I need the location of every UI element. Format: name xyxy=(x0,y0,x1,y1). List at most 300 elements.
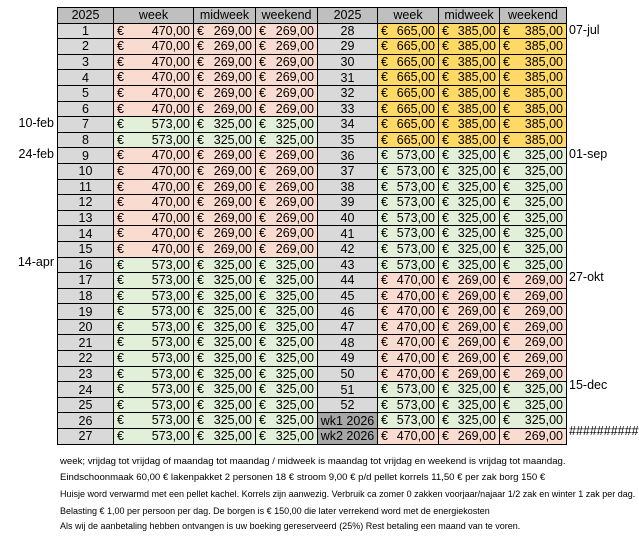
currency-symbol: € xyxy=(117,366,124,381)
week-number-left: 22 xyxy=(58,351,114,367)
midweek-price-left xyxy=(194,210,256,226)
currency-symbol: € xyxy=(117,54,124,69)
currency-symbol: € xyxy=(381,319,388,334)
price-amount: 269,00 xyxy=(213,226,252,241)
price-amount: 325,00 xyxy=(213,288,252,303)
midweek-price-left xyxy=(194,273,256,289)
price-amount: 269,00 xyxy=(275,179,314,194)
price-amount: 325,00 xyxy=(275,397,314,412)
weekend-price-left xyxy=(256,54,318,70)
table-row xyxy=(58,288,567,304)
table-row xyxy=(58,273,567,289)
price-amount: 269,00 xyxy=(524,288,563,303)
header-week-right: week xyxy=(378,8,439,24)
week-number-left: 12 xyxy=(58,195,114,211)
week-price-right xyxy=(378,382,439,398)
price-amount: 269,00 xyxy=(457,273,496,288)
currency-symbol: € xyxy=(197,132,204,147)
week-number-left: 8 xyxy=(58,132,114,148)
currency-symbol: € xyxy=(259,117,266,132)
week-price-left xyxy=(114,54,194,70)
week-number-right: 46 xyxy=(318,304,378,320)
price-amount: 325,00 xyxy=(275,117,314,132)
week-price-right xyxy=(378,163,439,179)
currency-symbol: € xyxy=(259,273,266,288)
week-number-left: 10 xyxy=(58,163,114,179)
price-amount: 573,00 xyxy=(151,335,190,350)
currency-symbol: € xyxy=(381,148,388,163)
currency-symbol: € xyxy=(117,273,124,288)
price-amount: 269,00 xyxy=(213,148,252,163)
week-number-right: 38 xyxy=(318,179,378,195)
price-amount: 325,00 xyxy=(457,241,496,256)
price-amount: 325,00 xyxy=(524,195,563,210)
currency-symbol: € xyxy=(503,70,510,85)
price-amount: 325,00 xyxy=(457,163,496,178)
price-amount: 269,00 xyxy=(457,288,496,303)
currency-symbol: € xyxy=(381,351,388,366)
currency-symbol: € xyxy=(442,319,449,334)
week-number-right: 28 xyxy=(318,23,378,39)
weekend-price-right xyxy=(500,288,567,304)
week-number-left: 15 xyxy=(58,241,114,257)
currency-symbol: € xyxy=(503,179,510,194)
week-price-left xyxy=(114,241,194,257)
header-week-left: week xyxy=(114,8,194,24)
week-price-left xyxy=(114,85,194,101)
currency-symbol: € xyxy=(381,366,388,381)
price-amount: 573,00 xyxy=(151,132,190,147)
currency-symbol: € xyxy=(197,85,204,100)
price-amount: 269,00 xyxy=(213,210,252,225)
price-amount: 269,00 xyxy=(524,304,563,319)
table-row xyxy=(58,163,567,179)
weekend-price-left xyxy=(256,351,318,367)
price-amount: 470,00 xyxy=(151,85,190,100)
currency-symbol: € xyxy=(197,241,204,256)
price-amount: 269,00 xyxy=(275,195,314,210)
price-amount: 573,00 xyxy=(396,241,435,256)
price-amount: 470,00 xyxy=(151,241,190,256)
currency-symbol: € xyxy=(381,54,388,69)
price-amount: 385,00 xyxy=(457,54,496,69)
price-amount: 573,00 xyxy=(151,273,190,288)
currency-symbol: € xyxy=(503,273,510,288)
currency-symbol: € xyxy=(197,23,204,38)
currency-symbol: € xyxy=(259,226,266,241)
price-amount: 325,00 xyxy=(457,148,496,163)
currency-symbol: € xyxy=(197,319,204,334)
week-price-right xyxy=(378,351,439,367)
price-amount: 269,00 xyxy=(275,54,314,69)
currency-symbol: € xyxy=(117,101,124,116)
midweek-price-left xyxy=(194,429,256,445)
price-amount: 325,00 xyxy=(457,179,496,194)
table-row xyxy=(58,257,567,273)
table-row xyxy=(58,179,567,195)
week-price-left xyxy=(114,148,194,164)
weekend-price-right xyxy=(500,382,567,398)
price-amount: 269,00 xyxy=(275,70,314,85)
currency-symbol: € xyxy=(381,241,388,256)
price-amount: 470,00 xyxy=(151,70,190,85)
midweek-price-left xyxy=(194,179,256,195)
week-price-left xyxy=(114,226,194,242)
price-amount: 665,00 xyxy=(396,70,435,85)
price-amount: 325,00 xyxy=(524,382,563,397)
price-amount: 325,00 xyxy=(457,413,496,428)
currency-symbol: € xyxy=(503,39,510,54)
weekend-price-right xyxy=(500,132,567,148)
currency-symbol: € xyxy=(503,288,510,303)
week-price-left xyxy=(114,257,194,273)
week-price-right xyxy=(378,132,439,148)
currency-symbol: € xyxy=(197,382,204,397)
header-weekend-left: weekend xyxy=(256,8,318,24)
price-amount: 385,00 xyxy=(524,101,563,116)
currency-symbol: € xyxy=(259,70,266,85)
price-amount: 573,00 xyxy=(396,210,435,225)
midweek-price-right xyxy=(439,273,500,289)
price-amount: 269,00 xyxy=(275,210,314,225)
price-amount: 325,00 xyxy=(524,179,563,194)
midweek-price-right xyxy=(439,413,500,429)
price-amount: 269,00 xyxy=(213,39,252,54)
price-amount: 269,00 xyxy=(213,54,252,69)
week-number-left: 25 xyxy=(58,397,114,413)
currency-symbol: € xyxy=(197,226,204,241)
currency-symbol: € xyxy=(117,39,124,54)
week-number-right: 33 xyxy=(318,101,378,117)
currency-symbol: € xyxy=(259,195,266,210)
table-row xyxy=(58,210,567,226)
table-row xyxy=(58,39,567,55)
price-amount: 325,00 xyxy=(213,429,252,444)
price-amount: 470,00 xyxy=(151,226,190,241)
currency-symbol: € xyxy=(503,23,510,38)
week-number-right: 50 xyxy=(318,366,378,382)
currency-symbol: € xyxy=(503,148,510,163)
week-price-right xyxy=(378,23,439,39)
week-price-right xyxy=(378,429,439,445)
week-number-left: 4 xyxy=(58,70,114,86)
price-amount: 573,00 xyxy=(396,148,435,163)
weekend-price-left xyxy=(256,70,318,86)
currency-symbol: € xyxy=(442,54,449,69)
table-row xyxy=(58,226,567,242)
week-price-left xyxy=(114,413,194,429)
note-tax-deposit: Belasting € 1,00 per persoon per dag. De borgen is € 150,00 die later verrekend word met de energiekosten xyxy=(60,506,490,516)
currency-symbol: € xyxy=(442,163,449,178)
weekend-price-right xyxy=(500,397,567,413)
currency-symbol: € xyxy=(197,366,204,381)
weekend-price-left xyxy=(256,23,318,39)
currency-symbol: € xyxy=(117,429,124,444)
currency-symbol: € xyxy=(197,397,204,412)
midweek-price-left xyxy=(194,366,256,382)
currency-symbol: € xyxy=(503,335,510,350)
currency-symbol: € xyxy=(442,70,449,85)
currency-symbol: € xyxy=(197,39,204,54)
price-amount: 470,00 xyxy=(396,366,435,381)
week-number-right: 40 xyxy=(318,210,378,226)
price-amount: 470,00 xyxy=(151,39,190,54)
price-amount: 470,00 xyxy=(396,319,435,334)
price-amount: 573,00 xyxy=(151,304,190,319)
week-price-left xyxy=(114,39,194,55)
week-number-left: 9 xyxy=(58,148,114,164)
week-price-right xyxy=(378,257,439,273)
price-amount: 573,00 xyxy=(151,397,190,412)
price-amount: 269,00 xyxy=(275,163,314,178)
price-amount: 573,00 xyxy=(151,382,190,397)
week-price-right xyxy=(378,413,439,429)
price-amount: 385,00 xyxy=(457,70,496,85)
price-amount: 269,00 xyxy=(275,148,314,163)
currency-symbol: € xyxy=(259,257,266,272)
currency-symbol: € xyxy=(259,366,266,381)
week-number-right: 51 xyxy=(318,382,378,398)
week-number-left: 14 xyxy=(58,226,114,242)
weekend-price-right xyxy=(500,23,567,39)
midweek-price-left xyxy=(194,85,256,101)
price-amount: 665,00 xyxy=(396,85,435,100)
week-number-right: 31 xyxy=(318,70,378,86)
currency-symbol: € xyxy=(117,226,124,241)
week-price-left xyxy=(114,397,194,413)
week-number-left: 5 xyxy=(58,85,114,101)
midweek-price-right xyxy=(439,304,500,320)
week-price-right xyxy=(378,179,439,195)
table-row xyxy=(58,335,567,351)
week-price-left xyxy=(114,304,194,320)
price-amount: 269,00 xyxy=(524,366,563,381)
midweek-price-left xyxy=(194,304,256,320)
currency-symbol: € xyxy=(442,226,449,241)
price-amount: 470,00 xyxy=(151,23,190,38)
weekend-price-left xyxy=(256,257,318,273)
price-amount: 325,00 xyxy=(213,273,252,288)
price-amount: 325,00 xyxy=(275,351,314,366)
weekend-price-left xyxy=(256,148,318,164)
week-number-left: 1 xyxy=(58,23,114,39)
table-row xyxy=(58,70,567,86)
currency-symbol: € xyxy=(259,319,266,334)
currency-symbol: € xyxy=(381,210,388,225)
currency-symbol: € xyxy=(197,257,204,272)
week-price-left xyxy=(114,351,194,367)
currency-symbol: € xyxy=(117,210,124,225)
table-row xyxy=(58,351,567,367)
currency-symbol: € xyxy=(503,117,510,132)
midweek-price-right xyxy=(439,179,500,195)
currency-symbol: € xyxy=(442,195,449,210)
week-price-right xyxy=(378,319,439,335)
price-amount: 573,00 xyxy=(396,163,435,178)
price-amount: 325,00 xyxy=(213,304,252,319)
price-amount: 325,00 xyxy=(457,210,496,225)
price-amount: 385,00 xyxy=(524,132,563,147)
weekend-price-right xyxy=(500,101,567,117)
weekend-price-left xyxy=(256,335,318,351)
currency-symbol: € xyxy=(117,195,124,210)
midweek-price-right xyxy=(439,85,500,101)
price-amount: 325,00 xyxy=(213,382,252,397)
weekend-price-right xyxy=(500,351,567,367)
week-price-right xyxy=(378,195,439,211)
midweek-price-left xyxy=(194,39,256,55)
currency-symbol: € xyxy=(259,210,266,225)
currency-symbol: € xyxy=(503,210,510,225)
week-price-right xyxy=(378,366,439,382)
currency-symbol: € xyxy=(117,148,124,163)
currency-symbol: € xyxy=(117,319,124,334)
price-amount: 325,00 xyxy=(524,148,563,163)
week-number-right: 52 xyxy=(318,397,378,413)
currency-symbol: € xyxy=(117,397,124,412)
weekend-price-right xyxy=(500,226,567,242)
midweek-price-right xyxy=(439,335,500,351)
week-number-left: 18 xyxy=(58,288,114,304)
week-number-left: 27 xyxy=(58,429,114,445)
currency-symbol: € xyxy=(259,179,266,194)
currency-symbol: € xyxy=(259,241,266,256)
currency-symbol: € xyxy=(442,39,449,54)
price-amount: 470,00 xyxy=(396,288,435,303)
midweek-price-right xyxy=(439,54,500,70)
date-label-left: 14-apr xyxy=(17,254,54,269)
table-row xyxy=(58,117,567,133)
currency-symbol: € xyxy=(442,257,449,272)
week-price-left xyxy=(114,179,194,195)
price-amount: 573,00 xyxy=(396,397,435,412)
currency-symbol: € xyxy=(259,429,266,444)
currency-symbol: € xyxy=(117,413,124,428)
midweek-price-right xyxy=(439,195,500,211)
week-price-left xyxy=(114,429,194,445)
currency-symbol: € xyxy=(503,101,510,116)
midweek-price-right xyxy=(439,148,500,164)
week-number-right: 39 xyxy=(318,195,378,211)
midweek-price-left xyxy=(194,195,256,211)
currency-symbol: € xyxy=(197,54,204,69)
price-amount: 573,00 xyxy=(396,257,435,272)
note-booking-terms: week; vrijdag tot vrijdag of maandag tot maandag / midweek is maandag tot vrijdag en weekend is vrijdag tot maandag. xyxy=(60,456,566,467)
price-table xyxy=(57,7,567,445)
week-number-left: 6 xyxy=(58,101,114,117)
weekend-price-left xyxy=(256,273,318,289)
week-number-left: 11 xyxy=(58,179,114,195)
price-amount: 325,00 xyxy=(213,351,252,366)
currency-symbol: € xyxy=(197,351,204,366)
currency-symbol: € xyxy=(259,54,266,69)
midweek-price-right xyxy=(439,226,500,242)
weekend-price-left xyxy=(256,382,318,398)
note-heating: Huisje word verwarmd met een pellet kachel. Korrels zijn aanwezig. Verbruik ca zomer 0 zakken voorjaar/najaar 1/2 zak en winter 1 zak per dag. xyxy=(60,489,636,499)
midweek-price-right xyxy=(439,288,500,304)
currency-symbol: € xyxy=(381,132,388,147)
price-amount: 665,00 xyxy=(396,54,435,69)
midweek-price-left xyxy=(194,23,256,39)
week-price-left xyxy=(114,319,194,335)
week-price-left xyxy=(114,273,194,289)
price-amount: 470,00 xyxy=(396,351,435,366)
price-amount: 385,00 xyxy=(524,85,563,100)
midweek-price-right xyxy=(439,429,500,445)
currency-symbol: € xyxy=(259,335,266,350)
price-amount: 385,00 xyxy=(524,23,563,38)
weekend-price-left xyxy=(256,288,318,304)
price-amount: 573,00 xyxy=(151,351,190,366)
week-price-right xyxy=(378,335,439,351)
price-amount: 573,00 xyxy=(396,382,435,397)
price-amount: 269,00 xyxy=(213,101,252,116)
price-amount: 325,00 xyxy=(213,413,252,428)
midweek-price-left xyxy=(194,226,256,242)
weekend-price-left xyxy=(256,101,318,117)
currency-symbol: € xyxy=(117,335,124,350)
table-row xyxy=(58,382,567,398)
midweek-price-right xyxy=(439,382,500,398)
currency-symbol: € xyxy=(117,382,124,397)
price-amount: 269,00 xyxy=(275,39,314,54)
currency-symbol: € xyxy=(442,413,449,428)
table-row xyxy=(58,54,567,70)
week-price-right xyxy=(378,39,439,55)
date-label-right: 27-okt xyxy=(569,270,604,285)
midweek-price-left xyxy=(194,241,256,257)
currency-symbol: € xyxy=(197,101,204,116)
midweek-price-right xyxy=(439,257,500,273)
currency-symbol: € xyxy=(381,429,388,444)
price-amount: 325,00 xyxy=(524,241,563,256)
currency-symbol: € xyxy=(259,163,266,178)
price-amount: 325,00 xyxy=(213,335,252,350)
price-amount: 269,00 xyxy=(524,351,563,366)
currency-symbol: € xyxy=(503,366,510,381)
price-amount: 573,00 xyxy=(151,117,190,132)
table-row xyxy=(58,413,567,429)
currency-symbol: € xyxy=(503,351,510,366)
header-year-left: 2025 xyxy=(58,8,114,24)
midweek-price-right xyxy=(439,397,500,413)
weekend-price-right xyxy=(500,39,567,55)
weekend-price-right xyxy=(500,148,567,164)
table-row xyxy=(58,429,567,445)
midweek-price-right xyxy=(439,241,500,257)
price-amount: 325,00 xyxy=(275,257,314,272)
currency-symbol: € xyxy=(117,163,124,178)
currency-symbol: € xyxy=(381,70,388,85)
price-amount: 269,00 xyxy=(457,304,496,319)
currency-symbol: € xyxy=(442,132,449,147)
table-row xyxy=(58,195,567,211)
midweek-price-left xyxy=(194,288,256,304)
price-amount: 325,00 xyxy=(524,226,563,241)
price-amount: 325,00 xyxy=(275,366,314,381)
price-amount: 325,00 xyxy=(213,117,252,132)
currency-symbol: € xyxy=(381,397,388,412)
currency-symbol: € xyxy=(117,23,124,38)
price-amount: 269,00 xyxy=(275,101,314,116)
week-number-right: 45 xyxy=(318,288,378,304)
week-price-right xyxy=(378,101,439,117)
price-amount: 385,00 xyxy=(524,39,563,54)
week-number-right: 29 xyxy=(318,39,378,55)
week-number-right: 47 xyxy=(318,319,378,335)
currency-symbol: € xyxy=(503,226,510,241)
price-amount: 269,00 xyxy=(524,429,563,444)
